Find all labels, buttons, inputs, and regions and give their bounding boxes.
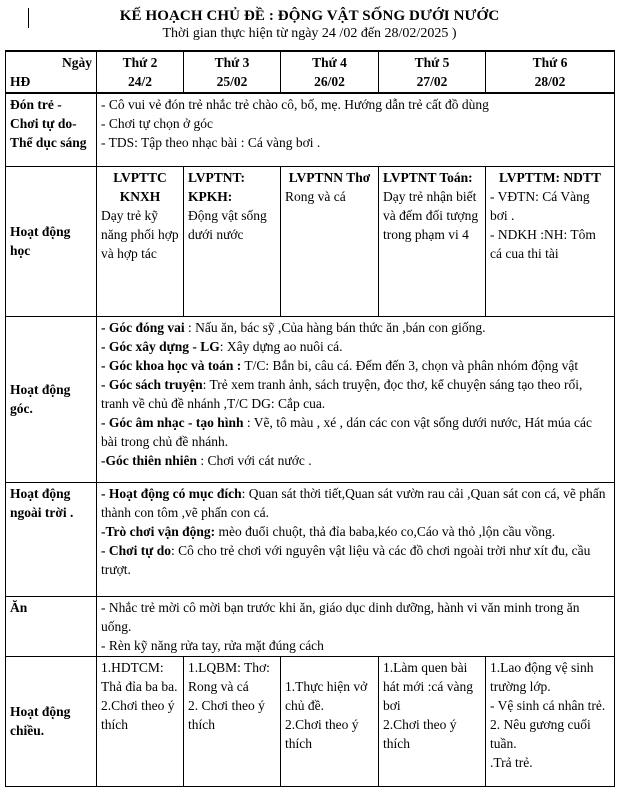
corner-item-text: : Nấu ăn, bác sỹ ,Của hàng bán thức ăn ,bán con giống.: [184, 319, 486, 335]
corner-item-title: - Góc sách truyện: [101, 376, 203, 392]
outdoor-item: [101, 522, 610, 541]
day-date: 26/02: [314, 74, 345, 89]
corner-item-title: - Góc khoa học và toán :: [101, 357, 242, 373]
outdoor-item: [101, 541, 610, 579]
corner-bottom: HĐ: [10, 74, 31, 89]
outdoor-item-title: - Chơi tự do: [101, 542, 171, 558]
corner-item: [101, 375, 610, 413]
afternoon-line: .Trả trẻ.: [490, 754, 533, 770]
eating-content: [97, 596, 615, 656]
corner-item-title: - Góc xây dựng - LG: [101, 338, 220, 354]
learning-cell-3: [281, 166, 379, 316]
corner-item-text: : Vẽ, tô màu , xé , dán các con vật sống dưới nước, Hát múa các bài trong chủ đề nhánh.: [101, 414, 592, 449]
corner-item: [101, 356, 610, 375]
day-name: Thứ 5: [414, 55, 450, 70]
corner-item: [101, 413, 610, 451]
learning-body: Dạy trẻ kỹ năng phối hợp và hợp tác: [101, 207, 179, 261]
afternoon-line: 1.HDTCM: Thả đỉa ba ba.: [101, 659, 178, 694]
outdoor-item-text: : Quan sát thời tiết,Quan sát vườn rau cải ,Quan sát con cá, vẽ phấn thành con tôm ,vẽ phấn con cá.: [101, 485, 606, 520]
day-name: Thứ 6: [532, 55, 568, 70]
learning-head: LVPTTM: NDTT: [499, 169, 601, 185]
corner-cell: [6, 51, 97, 93]
afternoon-line: 2.Chơi theo ý thích: [383, 716, 457, 751]
afternoon-row: [6, 656, 615, 786]
day-name: Thứ 3: [214, 55, 250, 70]
eating-line: - Rèn kỹ năng rửa tay, rửa mặt đúng cách: [101, 637, 324, 653]
row-label-welcome: Đón trẻ - Chơi tự do- Thể dục sáng: [6, 93, 97, 166]
afternoon-line: 1.Thực hiện vở chủ đề.: [285, 678, 368, 713]
corners-row: [6, 316, 615, 482]
afternoon-cell-1: [97, 656, 184, 786]
row-label-eating: Ăn: [6, 596, 97, 656]
corner-item: [101, 451, 610, 470]
afternoon-line: - Vệ sinh cá nhân trẻ.: [490, 697, 606, 713]
corner-item-text: : Chơi với cát nước .: [197, 452, 312, 468]
welcome-line: - Chơi tự chọn ở góc: [101, 116, 213, 131]
afternoon-cell-2: [184, 656, 281, 786]
corners-content: [97, 316, 615, 482]
learning-head: LVPTNT Toán:: [383, 169, 473, 185]
learning-head: LVPTNT: KPKH:: [188, 169, 246, 204]
welcome-content: [97, 93, 615, 166]
learning-cell-1: [97, 166, 184, 316]
row-label-learning: Hoạt động học: [6, 166, 97, 316]
day-date: 24/2: [127, 74, 152, 89]
day-header-5: [486, 51, 615, 93]
corner-item-title: -Góc thiên nhiên: [101, 452, 198, 468]
welcome-line: - Cô vui vẻ đón trẻ nhắc trẻ chào cô, bố, mẹ. Hướng dẫn trẻ cất đồ dùng: [101, 97, 489, 112]
welcome-row: [6, 93, 615, 166]
document-subtitle: Thời gian thực hiện từ ngày 24 /02 đến 28/02/2025 ): [162, 26, 457, 41]
row-label-afternoon: Hoạt động chiều.: [6, 656, 97, 786]
learning-body: - NDKH :NH: Tôm cá cua thi tài: [490, 226, 596, 261]
day-header-1: [97, 51, 184, 93]
corner-item: [101, 337, 610, 356]
afternoon-line: 1.LQBM: Thơ: Rong và cá: [188, 659, 270, 694]
outdoor-content: [97, 482, 615, 596]
learning-head: LVPTTC KNXH: [113, 169, 167, 204]
document-title: KẾ HOẠCH CHỦ ĐỀ : ĐỘNG VẬT SỐNG DƯỚI NƯỚC: [119, 8, 500, 24]
afternoon-cell-3: [281, 656, 379, 786]
learning-cell-5: [486, 166, 615, 316]
weekly-plan-table: [5, 50, 615, 787]
eating-line: - Nhắc trẻ mời cô mời bạn trước khi ăn, giáo dục dinh dưỡng, hành vi văn minh trong ăn uống.: [101, 599, 580, 634]
learning-head: LVPTNN Thơ: [288, 169, 371, 185]
eating-row: [6, 596, 615, 656]
corner-item-text: : Xây dựng ao nuôi cá.: [219, 338, 343, 354]
afternoon-line: 2. Chơi theo ý thích: [188, 697, 265, 732]
corner-item-text: T/C: Bắn bi, câu cá. Đếm đến 3, chọn và phân nhóm động vật: [241, 357, 579, 373]
outdoor-item-title: - Hoạt động có mục đích: [101, 485, 242, 501]
outdoor-item-title: -Trò chơi vận động:: [101, 523, 216, 539]
day-header-4: [379, 51, 486, 93]
corner-item-text: : Trẻ xem tranh ảnh, sách truyện, đọc thơ, kể chuyện sáng tạo theo rối, tranh về chủ đề nhánh ,T/C DG: Cắp cua.: [101, 376, 583, 411]
row-label-outdoor: Hoạt động ngoài trời .: [6, 482, 97, 596]
learning-body: Rong và cá: [285, 188, 346, 204]
outdoor-row: [6, 482, 615, 596]
corner-item-title: - Góc âm nhạc - tạo hình: [101, 414, 244, 430]
day-date: 27/02: [416, 74, 448, 89]
learning-cell-4: [379, 166, 486, 316]
outdoor-item-text: : Cô cho trẻ chơi với nguyên vật liệu và các đồ chơi ngoài trời như xít đu, cầu trượt.: [101, 542, 591, 577]
day-date: 25/02: [216, 74, 248, 89]
corner-item: [101, 318, 610, 337]
outdoor-item-text: mèo đuổi chuột, thả đỉa baba,kéo co,Cáo và thỏ ,lộn cầu vồng.: [215, 523, 556, 539]
learning-body: Động vật sống dưới nước: [188, 207, 267, 242]
day-header-2: [184, 51, 281, 93]
corner-top: Ngày: [62, 55, 92, 70]
corner-item-title: - Góc đóng vai: [101, 319, 185, 335]
day-date: 28/02: [534, 74, 566, 89]
afternoon-line: 2. Nêu gương cuối tuần.: [490, 716, 591, 751]
outdoor-item: [101, 484, 610, 522]
header-row: [6, 51, 615, 93]
welcome-line: - TDS: Tập theo nhạc bài : Cá vàng bơi .: [101, 135, 321, 150]
afternoon-cell-5: [486, 656, 615, 786]
day-name: Thứ 2: [122, 55, 158, 70]
learning-body: - VĐTN: Cá Vàng bơi .: [490, 188, 590, 223]
afternoon-line: 2.Chơi theo ý thích: [101, 697, 175, 732]
learning-body: Dạy trẻ nhận biết và đếm đối tượng trong phạm vi 4: [383, 188, 479, 242]
afternoon-line: 1.Lao động vệ sinh trường lớp.: [490, 659, 594, 694]
learning-cell-2: [184, 166, 281, 316]
afternoon-line: 2.Chơi theo ý thích: [285, 716, 359, 751]
learning-row: [6, 166, 615, 316]
afternoon-line: 1.Làm quen bài hát mới :cá vàng bơi: [383, 659, 473, 713]
day-name: Thứ 4: [312, 55, 347, 70]
afternoon-cell-4: [379, 656, 486, 786]
day-header-3: [281, 51, 379, 93]
row-label-corners: Hoạt động góc.: [6, 316, 97, 482]
